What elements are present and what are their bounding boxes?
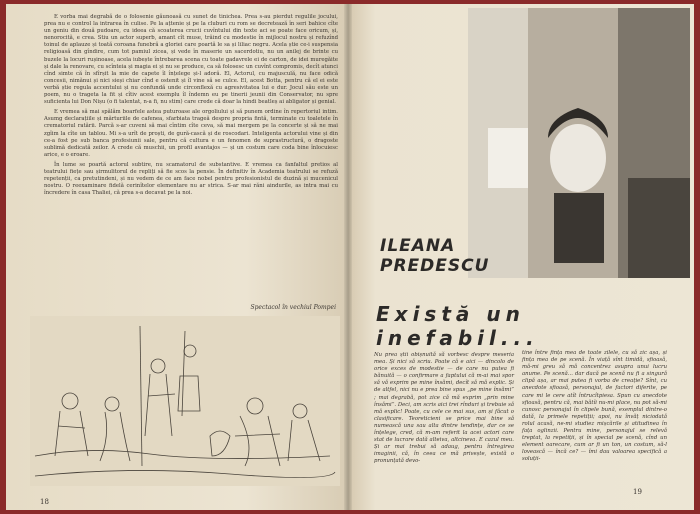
left-article-text <box>44 14 338 200</box>
left-page <box>6 4 348 510</box>
left-paragraph: E vremea să mai spălăm boarfele astea puturoase ale orgoliului și să punem ordine în repertoriul intim. Asumg declarațiile și mărturiile de cafenea, sfarbiata trageă despre propria fintă, terminate cu toaletele în crematoriul ratării. Parcă s-ar cuveni să mai cîntim cîte ceva, să mai mergem pe la concerte și să ne mai zgîim la cîte un tablou. Mi s-a urît de proști, de gură-cască și de roscodari. Inteligenta actorului vine și din ce-a fost pe sub banca profesiunii sale, pentru că cultura e un fenomen de suprastructură, o dragoste sublimă dedicată zeilor. A crede că muschii, un profil avantajos — și un costum care coda bine înlocuiesc arice, e o eroare. <box>44 109 338 158</box>
page-number-left: 18 <box>40 498 49 506</box>
article-headline: Există un inefabil... <box>376 302 539 350</box>
right-column-1: Nu prea știi obișnuită să vorbesc despre meseria mea. Și nici să scriu. Poate că e aici — dincolo de orice exces de modestie — de care nu putea fi bănuită — o confirmare a faptului că m-ai mai spor să vă exprim pe mine însămi, decît să mă explic. Și de altfel, nici nu e prea bine spus „pe mine însămi” ; mai degrabă, pot zice că mă exprim „prin mine însămi”. Deci, am scris aici trei rînduri și trebuie să mă explic! Poate, cu cele ce mai sus, am și făcut o clasificare. Teoreticieni se price mai bine să numească una sau alta dintre tendințe, dar ce se înțelege, cred, că m-am referit la acei actori care stat de lucrare dată alteiva, altcineva. E cazul meu. Și ar mai trebui să adaug, pentru întregirea imaginii, că, în ceea ce mă privește, există o pronunțată devo- <box>374 352 514 465</box>
pompeii-sketch-illustration <box>30 316 340 486</box>
book-spread <box>6 4 694 510</box>
actor-name <box>380 236 490 276</box>
left-paragraph: E vorba mai degrabă de o folosenie găunoasă cu sunet de tinichea. Prea s-au pierdut regulile jocului, prea nu e control la intrarea în culise. Pe la ațtenie și pe la cluburi cu rom se decretează în seri bahice cîte un geniu din două pudoare, cu ideea că scoaterea crucii cuvîntului din texte aci se poate face oricum, și, nenorocită, e crea. Stiu un actor superb, amant cît muse, trăind cu modestie în mijlocul nostru și refuzînd toinul de aplauze și toată coroana funebră a gloriei care poartă le sa și liliac negru. Acela știe ce-i suspensia religioasă din gîndire, cum tot pamiul zicea, și vede în maserie un sacerdotiu, nu un anilej de brinte cu buzele la locuri rușinoase, acela iubește întrebarea scena cu toate gadavrele ei de carton, de idei muregăite și dale la renovare, cu scînteia și magia ei și nu se produce, ca să folosesc un cuvînt compromis, decît atunci cînd simte că în sfîrșit la mie de capete îl înțelege și-l adoră. El, Actorul, cu majusculă, nu face odică concesii, nimănui și nici sieși chiar cînd e ostenit și îl vine să se culce. El, acest Botta, pentru că el ei este verbă știe regula accentului și nu confundă unde circonflexă cu agresivitatea lui e dur. Jocul său este un poem, nu o trageta la fit și cîtiv acest exemplu îl îndemn eu pe tinerii jeunii din Conservator, nu spre suficienta lui Don Nișu (o fi talentat, n-a fi, nu stim) care crede că doar la hindi beatleș ai abligator și genial. <box>44 14 338 106</box>
actor-last-name: PREDESCU <box>380 256 490 276</box>
illustration-caption: Spectacol în vechiul Pompei <box>250 304 336 311</box>
left-paragraph: În lume se poartă actorul subtire, nu scamatorul de substantive. E vremea ca fanfaltul pretios al teatrului fiețe sau șirmulitorul de repliți să fie scos la pensie. În definitiv în Academia teatrului se refuză repetenții, ca pretutindeni, și nu vedem de ce am face nobel pentru profesionistul de duzină și mucenicul nostru. O reexaminare fidelă cerinîtelor elementare nu ar strica. S-ar mai răni aindurile, as intra mai cu încredere în casa Thaliei, că prea s-a decavat pe la noi. <box>44 161 338 197</box>
page-number-right: 19 <box>633 488 642 496</box>
book-gutter <box>344 4 352 510</box>
actor-first-name: ILEANA <box>380 236 456 256</box>
actress-portrait-photo <box>468 8 690 278</box>
right-page <box>348 4 694 510</box>
right-column-2: tine între fința mea de toate zilele, cu să zic așa, și fința mea de pe scenă. În viață sînt timidă, sfioasă, mă-mi greu să mă concentrez asupra unui lucru anume. Pe scenă... dar dacă pe scenă nu fi a singură clipă așa, ar mai putea fi vorba de creație? Sînt, cu anecdote sfioasă, personajul, de factori diferite, pe care mi le cere atît întrucîtpiesa. Spun cu anecdote sfioasă, pentru că, mai bătîi nu-mi place, nu pot să-mi cunosc personajul în clipele bună, exemplul dintre-o dată, la primele repetiții; apoi, nu învăț niciodată rolul acasă, ne-mi studiez mișcările și atitudinea în fața oglinzii. Pentru mine, personajul se relevă treptat, la repetiții, și în special pe scenă, cînd un element oarecare, cum ar fi un ton, un costum, să-l lovească — încă ce? — îmi dau valoarea specifică a soluții- <box>522 350 667 463</box>
